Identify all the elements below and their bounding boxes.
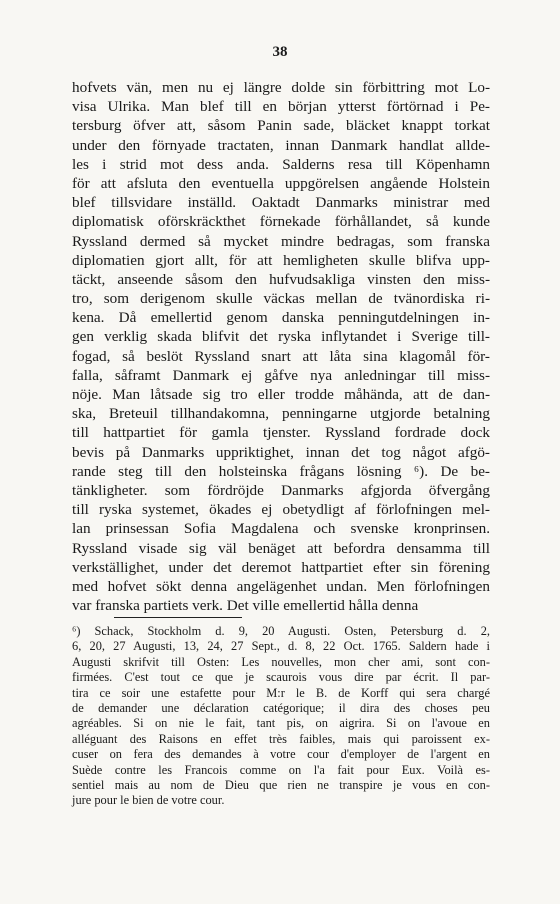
footnote-line: agréables. Si on nie le fait, tant pis, on aigrira. Si on l'avoue en: [72, 716, 490, 731]
text-line: rande steg till den holsteinska frågans lösning ⁶). De be-: [72, 462, 490, 480]
text-line: nöje. Man låtsade sig tro eller trodde måhända, att de dan-: [72, 386, 490, 403]
text-line: hofvets vän, men nu ej längre dolde sin förbittring mot Lo-: [72, 79, 490, 96]
text-line: blef tillsvidare inställd. Oaktadt Danmarks ministrar med: [72, 194, 490, 212]
footnote-line: de demander une déclaration catégorique; il dira des choses peu: [72, 700, 490, 715]
footnote-line: alléguant des Raisons en effet très faibles, mais qui paroissent ex-: [72, 731, 490, 746]
text-line: les i strid mot dess anda. Salderns resa till Köpenhamn: [72, 155, 490, 173]
footnote: [72, 624, 490, 809]
text-line: fogad, så beslöt Ryssland snart att låta sina klagomål för-: [72, 347, 490, 365]
text-line: tersburg öfver att, såsom Panin sade, bläcket knappt torkat: [72, 117, 490, 135]
footnote-line: sentiel mais au nom de Dieu que rien ne transpire je vous en con-: [72, 777, 490, 792]
text-line: till hattpartiet för gamla tjenster. Ryssland fordrade dock: [72, 424, 490, 442]
footnote-line: cuser on fera des demandes à votre cour d'employer de l'argent en: [72, 747, 490, 762]
text-line: bevis på Danmarks uppriktighet, innan det tog något afgö-: [72, 443, 490, 461]
text-line: täckt, anseende såsom den hufvudsakliga vinsten den miss-: [72, 270, 490, 288]
text-line: under den förnyade tractaten, innan Danmark handlat allde-: [72, 136, 490, 154]
text-line: Ryssland visade sig väl benäget att befordra densamma till: [72, 539, 490, 557]
footnote-line: tira ce soir une estafette pour M:r le B. de Korff qui sera chargé: [72, 685, 490, 700]
text-line: falla, såframt Danmark ej gåfve nya anledningar till miss-: [72, 366, 490, 384]
text-line: ska, Breteuil tillhandakomna, penningarne utgjorde betalning: [72, 405, 490, 423]
footnote-line: firmées. C'est tout ce que je scaurois vous dire par écrit. Il par-: [72, 670, 490, 685]
text-line: Ryssland dermed så mycket mindre bedragas, som franska: [72, 232, 490, 250]
main-text: [72, 78, 490, 615]
text-line: kena. Då emellertid genom danska penningutdelningen in-: [72, 309, 490, 327]
footnote-line: Suède contre les Francois comme on l'a fait pour Eux. Voilà es-: [72, 762, 490, 777]
text-line: diplomatien gjort allt, för att hemligheten skulle blifva upp-: [72, 251, 490, 269]
footnote-line: jure pour le bien de votre cour.: [72, 793, 225, 808]
text-line: tänkligheter. som fördröjde Danmarks afgjorda öfvergång: [72, 481, 490, 499]
text-line: för att afsluta den eventuella uppgörelsen angående Holstein: [72, 174, 490, 192]
footnote-line: ⁶) Schack, Stockholm d. 9, 20 Augusti. Osten, Petersburg d. 2,: [72, 624, 490, 638]
text-line: tro, som derigenom skulle väckas mellan de tvänordiska ri-: [72, 290, 490, 308]
text-line: var franska partiets verk. Det ville emellertid hålla denna: [72, 597, 419, 615]
text-line: diplomatisk oförskräckthet förnekade förhållandet, så kunde: [72, 213, 490, 231]
text-line: gen verklig skada blifvit det ryska inflytandet i Sverige till-: [72, 328, 490, 346]
text-line: till ryska systemet, ökades ej obetydligt af förlofningen mel-: [72, 501, 490, 519]
text-line: visa Ulrika. Man blef till en början ytterst förtörnad i Pe-: [72, 98, 490, 116]
text-line: lan prinsessan Sofia Magdalena och svenske kronprinsen.: [72, 520, 490, 538]
footnote-line: 6, 20, 27 Augusti, 13, 24, 27 Sept., d. 8, 22 Oct. 1765. Saldern hade i: [72, 639, 490, 654]
footnote-divider: [114, 617, 242, 618]
page-number: 38: [272, 44, 288, 60]
text-line: verkställighet, under det deremot hattpartiet efter sin förening: [72, 558, 490, 576]
footnote-line: Augusti skrifvit till Osten: Les nouvelles, mon cher ami, sont con-: [72, 654, 490, 669]
text-line: med hofvet sökt denna angelägenhet undan. Men förlofningen: [72, 577, 490, 595]
